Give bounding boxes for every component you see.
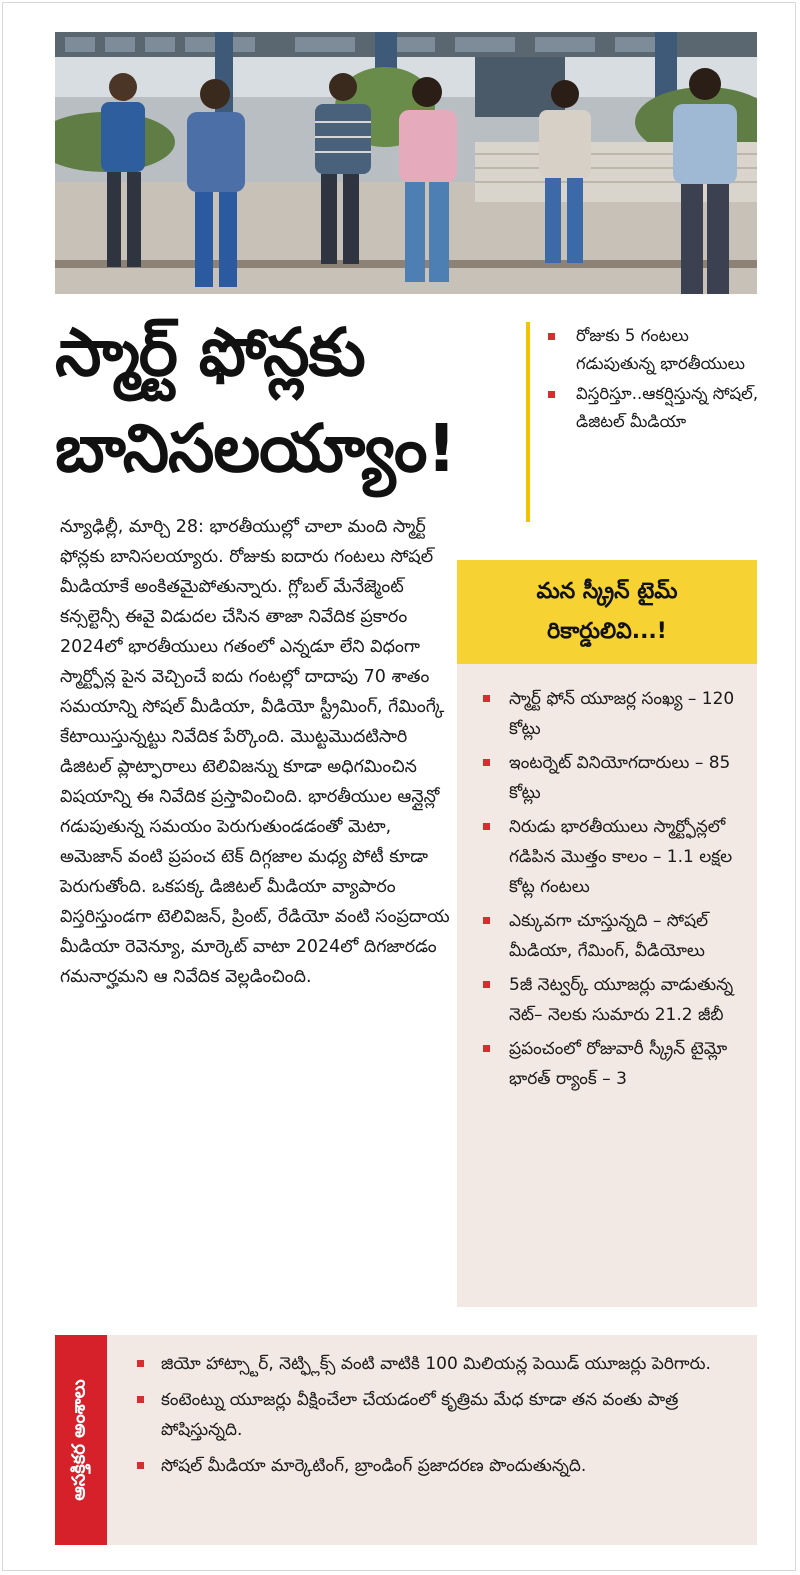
square-bullet-icon	[483, 695, 490, 702]
stats-item-text: ఇంటర్నెట్ వినియోగదారులు – 85 కోట్లు	[509, 753, 731, 803]
stats-item-text: 5జీ నెట్వర్క్ యూజర్లు వాడుతున్న నెట్– నెలకు సుమారు 21.2 జీబీ	[509, 975, 734, 1025]
square-bullet-icon	[483, 981, 490, 988]
fact-text: జియో హాట్స్టార్, నెట్ఫ్లిక్స్ వంటి వాటికి 100 మిలియన్ల పెయిడ్ యూజర్లు పెరిగారు.	[161, 1354, 711, 1374]
square-bullet-icon	[483, 823, 490, 830]
square-bullet-icon	[483, 759, 490, 766]
fact-text: కంటెంట్ను యూజర్లు వీక్షించేలా చేయడంలో కృత్రిమ మేధ కూడా తన వంతు పాత్ర పోషిస్తున్నది.	[161, 1390, 679, 1440]
facts-label-text: ఆసక్తికర అంశాలు	[68, 1379, 90, 1501]
fact-item	[131, 1385, 751, 1445]
highlight-item	[544, 380, 764, 436]
stats-item	[481, 812, 739, 902]
article-photo	[55, 32, 757, 294]
stats-list	[457, 664, 757, 1094]
square-bullet-icon	[548, 391, 555, 398]
stats-item	[481, 906, 739, 966]
square-bullet-icon	[548, 333, 555, 340]
square-bullet-icon	[137, 1396, 144, 1403]
facts-box	[55, 1335, 757, 1545]
stats-item	[481, 1034, 739, 1094]
square-bullet-icon	[137, 1462, 144, 1469]
stats-item-text: నిరుడు భారతీయులు స్మార్ట్ఫోన్లలో గడిపిన మొత్తం కాలం – 1.1 లక్షల కోట్ల గంటలు	[509, 817, 733, 897]
highlight-item	[544, 322, 764, 378]
highlights-list	[544, 322, 764, 438]
stats-item-text: స్మార్ట్ ఫోన్ యూజర్ల సంఖ్య – 120 కోట్లు	[509, 689, 735, 739]
facts-label	[55, 1335, 107, 1545]
stats-item	[481, 748, 739, 808]
fact-item	[131, 1349, 751, 1379]
stats-title-line-2: రికార్డులివి...!	[547, 619, 667, 644]
square-bullet-icon	[137, 1360, 144, 1367]
stats-title-line-1: మన స్క్రీన్ టైమ్	[536, 579, 678, 604]
stats-item-text: ప్రపంచంలో రోజువారీ స్క్రీన్ టైమ్లో భారత్ ర్యాంక్ – 3	[509, 1039, 728, 1089]
article-body: న్యూఢిల్లీ, మార్చి 28: భారతీయుల్లో చాలా మంది స్మార్ట్ ఫోన్లకు బానిసలయ్యారు. రోజుకు ఐదారు గంటలు సోషల్ మీడియాకే అంకితమైపోతున్నారు. గ్లోబల్ మేనేజ్మెంట్ కన్సల్టెన్సీ ఈవై విడుదల చేసిన తాజా నివేదిక ప్రకారం 2024లో భారతీయులు గతంలో ఎన్నడూ లేని విధంగా స్మార్ట్ఫోన్ల పైన వెచ్చించే ఐదు గంటల్లో దాదాపు 70 శాతం సమయాన్ని సోషల్ మీడియా, వీడియో స్ట్రీమింగ్, గేమింగ్కే కేటాయిస్తున్నట్టు నివేదిక పేర్కొంది. మొట్టమొదటిసారి డిజిటల్ ప్లాట్ఫారాలు టెలివిజన్ను కూడా అధిగమించిన విషయాన్ని ఈ నివేదిక ప్రస్తావించింది. భారతీయుల ఆన్లైన్లో గడుపుతున్న సమయం పెరుగుతుండడంతో మెటా, అమెజాన్ వంటి ప్రపంచ టెక్ దిగ్గజాల మధ్య పోటీ కూడా పెరుగుతోంది. ఒకపక్క డిజిటల్ మీడియా వ్యాపారం విస్తరిస్తుండగా టెలివిజన్, ప్రింట్, రేడియో వంటి సంప్రదాయ మీడియా రెవెన్యూ, మార్కెట్ వాటా 2024లో దిగజారడం గమనార్హమని ఆ నివేదిక వెల్లడించింది.	[60, 517, 450, 987]
headline	[55, 305, 525, 497]
stats-box	[457, 560, 757, 1307]
headline-line-1: స్మార్ట్ ఫోన్లకు	[55, 314, 365, 391]
highlight-text: విస్తరిస్తూ..ఆకర్షిస్తున్న సోషల్, డిజిటల్ మీడియా	[576, 384, 759, 431]
stats-item	[481, 970, 739, 1030]
square-bullet-icon	[483, 1045, 490, 1052]
stats-item-text: ఎక్కువగా చూస్తున్నది – సోషల్ మీడియా, గేమింగ్, వీడియోలు	[509, 911, 709, 961]
highlight-text: రోజుకు 5 గంటలు గడుపుతున్న భారతీయులు	[576, 326, 745, 373]
stats-title	[457, 560, 757, 664]
stats-item	[481, 684, 739, 744]
square-bullet-icon	[483, 917, 490, 924]
headline-line-2: బానిసలయ్యాం!	[55, 410, 456, 487]
highlight-divider	[526, 322, 530, 522]
fact-item	[131, 1451, 751, 1481]
facts-list	[131, 1349, 751, 1487]
fact-text: సోషల్ మీడియా మార్కెటింగ్, బ్రాండింగ్ ప్రజాదరణ పొందుతున్నది.	[161, 1456, 587, 1476]
